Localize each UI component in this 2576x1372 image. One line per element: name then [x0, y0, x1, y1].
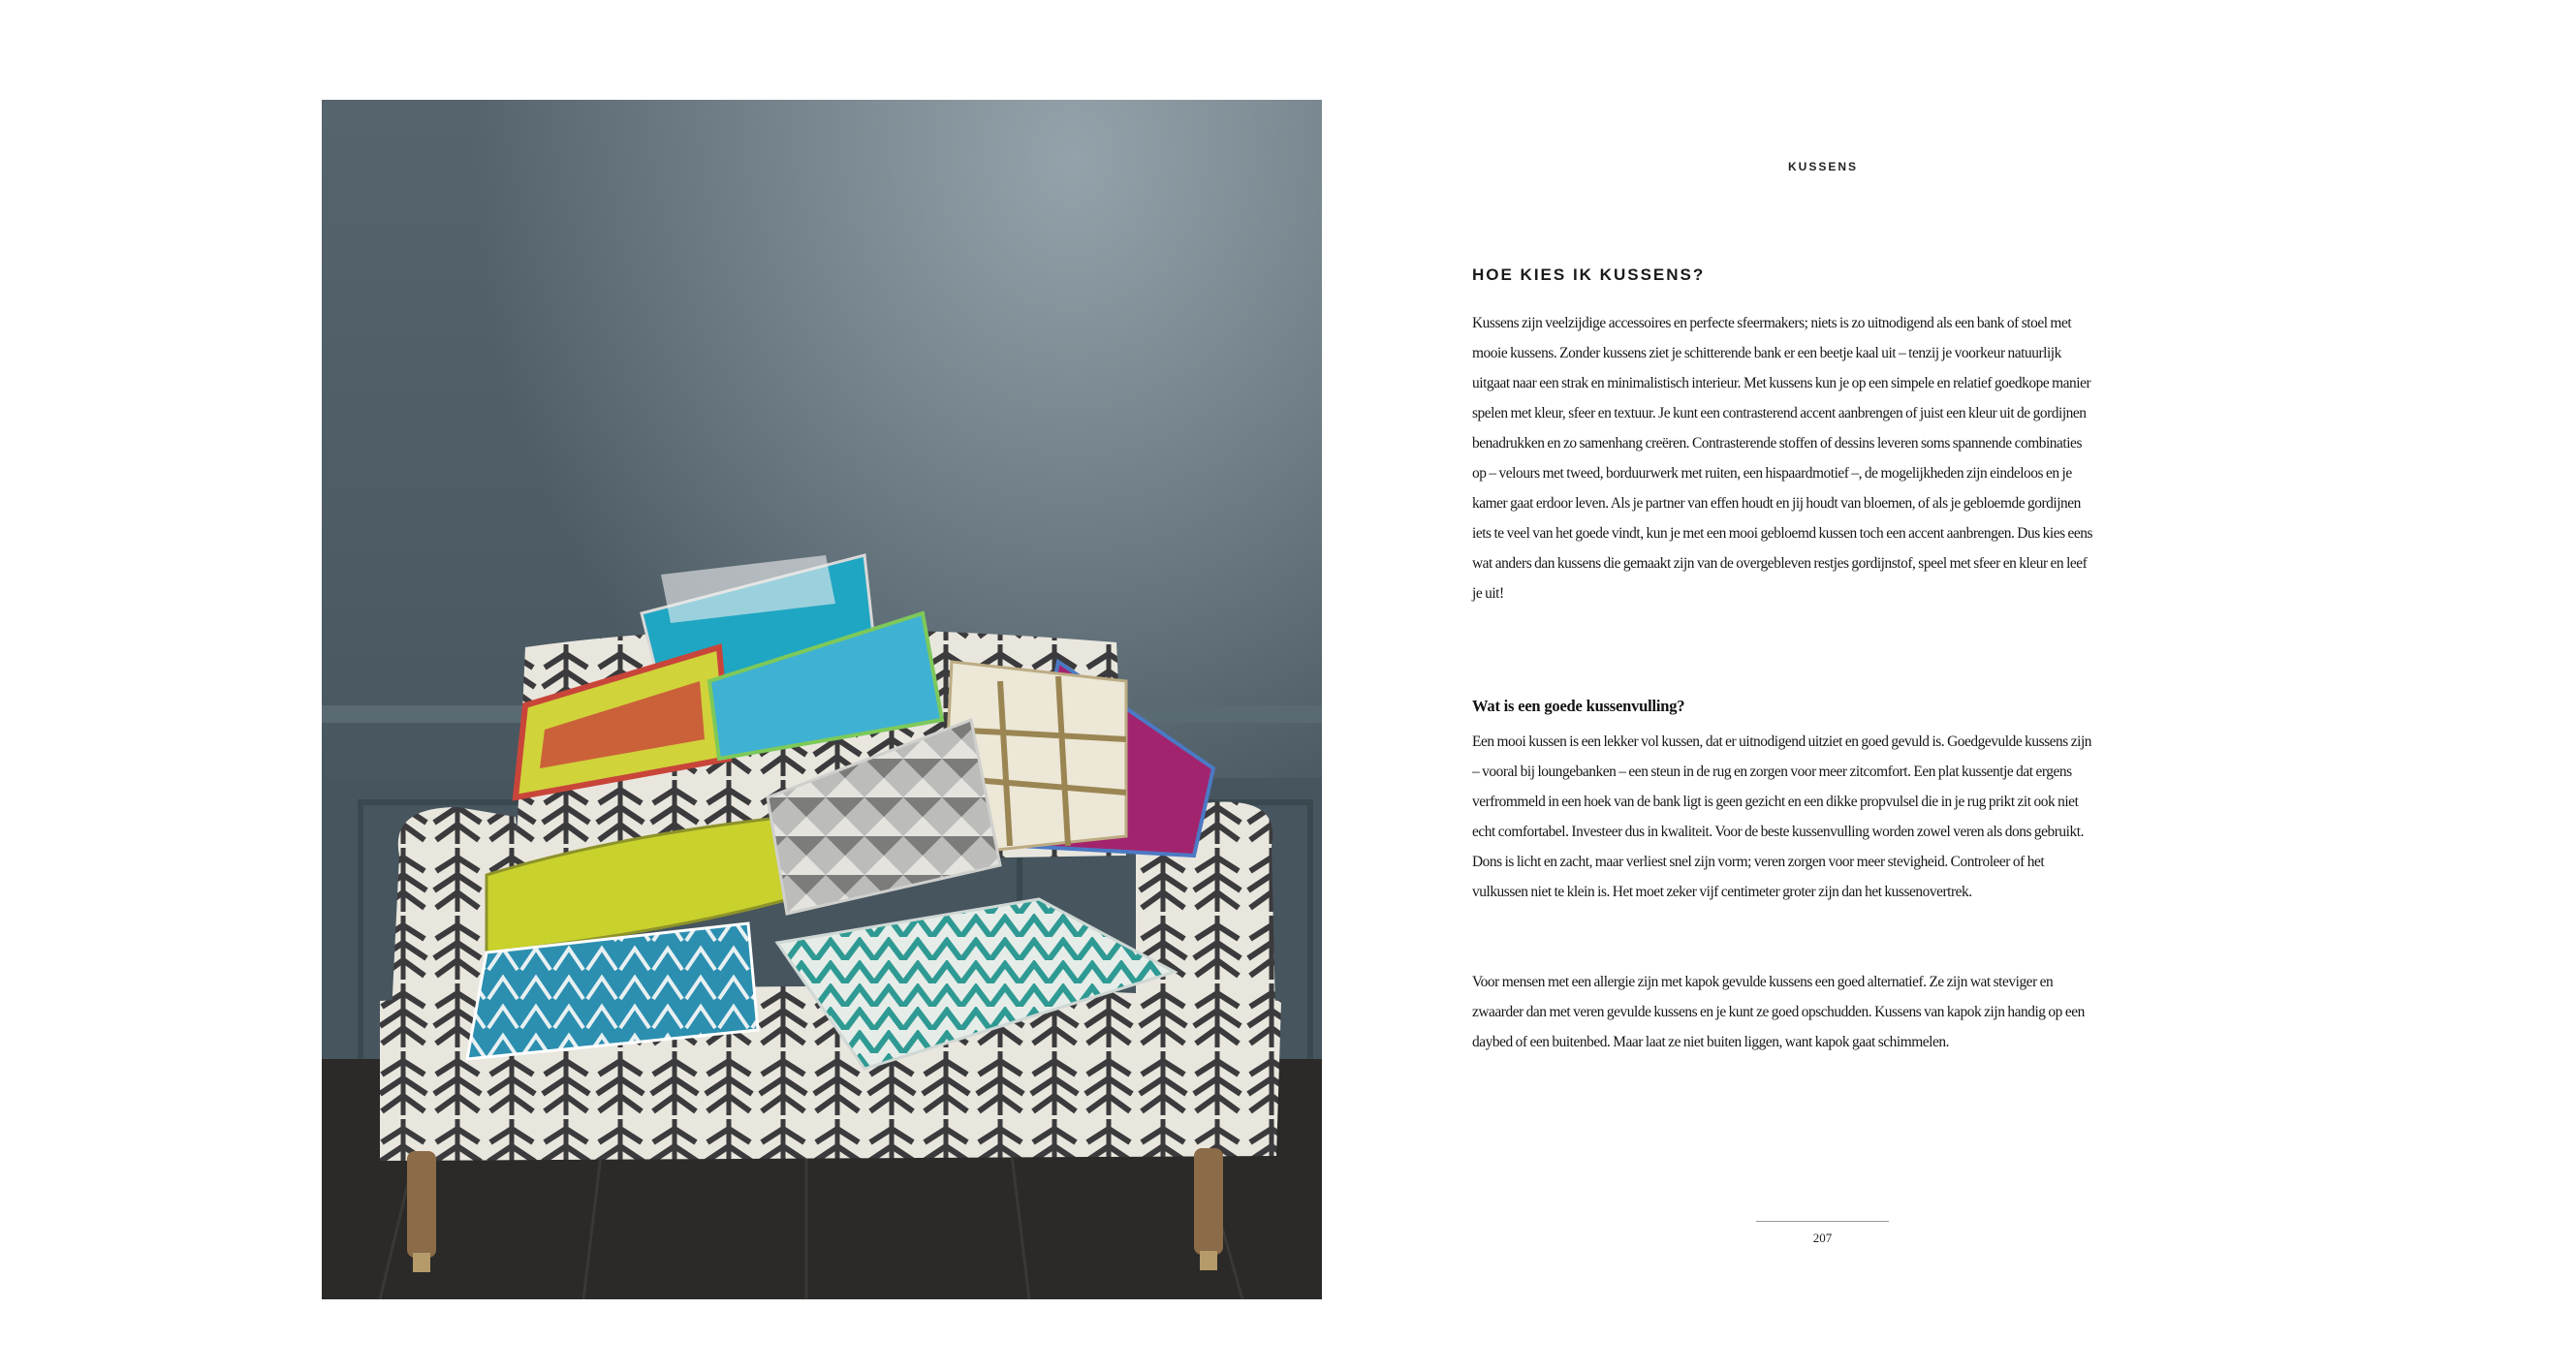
sofa-cushions-photo [322, 100, 1322, 1299]
footer-rule [1756, 1221, 1889, 1222]
subheading: Wat is een goede kussenvulling? [1472, 697, 1685, 715]
page-number: 207 [1812, 1231, 1833, 1245]
section-heading: HOE KIES IK KUSSENS? [1472, 265, 1706, 284]
running-head: KUSSENS [1788, 160, 1859, 173]
body-paragraph-2: Een mooi kussen is een lekker vol kussen, dat er uitnodigend uitziet en goed gevuld is. Goedgevulde kussens zijn – vooral bij loungebanken – een steun in de rug en zorgen voor meer zitcomfort. Een plat kussentje dat ergens verfrommeld in een hoek van de bank ligt is geen gezicht en een dikke propvulsel die in je rug prikt zit ook niet echt comfortabel. Investeer dus in kwaliteit. Voor de beste kussenvulling worden zowel veren als dons gebruikt. Dons is licht en zacht, maar verliest snel zijn vorm; veren zorgen voor meer stevigheid. Controleer of het vulkussen niet te klein is. Het moet zeker vijf centimeter groter zijn dan het kussenovertrek. [1472, 733, 2092, 900]
body-paragraph-1: Kussens zijn veelzijdige accessoires en perfecte sfeermakers; niets is zo uitnodigend als een bank of stoel met mooie kussens. Zonder kussens ziet je schitterende bank er een beetje kaal uit – tenzij je voorkeur natuurlijk uitgaat naar een strak en minimalistisch interieur. Met kussens kun je op een simpele en relatief goedkope manier spelen met kleur, sfeer en textuur. Je kunt een contrasterend accent aanbrengen of juist een kleur uit de gordijnen benadrukken en zo samenhang creëren. Contrasterende stoffen of dessins leveren soms spannende combinaties op – velours met tweed, borduurwerk met ruiten, een hispaardmotief –, de mogelijkheden zijn eindeloos en je kamer gaat erdoor leven. Als je partner van effen houdt en jij houdt van bloemen, of als je gebloemde gordijnen iets te veel van het goede vindt, kun je met een mooi gebloemd kussen toch een accent aanbrengen. Dus kies eens wat anders dan kussens die gemaakt zijn van de overgebleven restjes gordijnstof, speel met sfeer en kleur en leef je uit! [1472, 315, 2093, 602]
body-paragraph-3: Voor mensen met een allergie zijn met kapok gevulde kussens een goed alternatief. Ze zijn wat steviger en zwaarder dan met veren gevulde kussens en je kunt ze goed opschudden. Kussens van kapok zijn handig op een daybed of een buitenbed. Maar laat ze niet buiten liggen, want kapok gaat schimmelen. [1472, 974, 2085, 1050]
photo-illustration [322, 100, 1322, 1299]
